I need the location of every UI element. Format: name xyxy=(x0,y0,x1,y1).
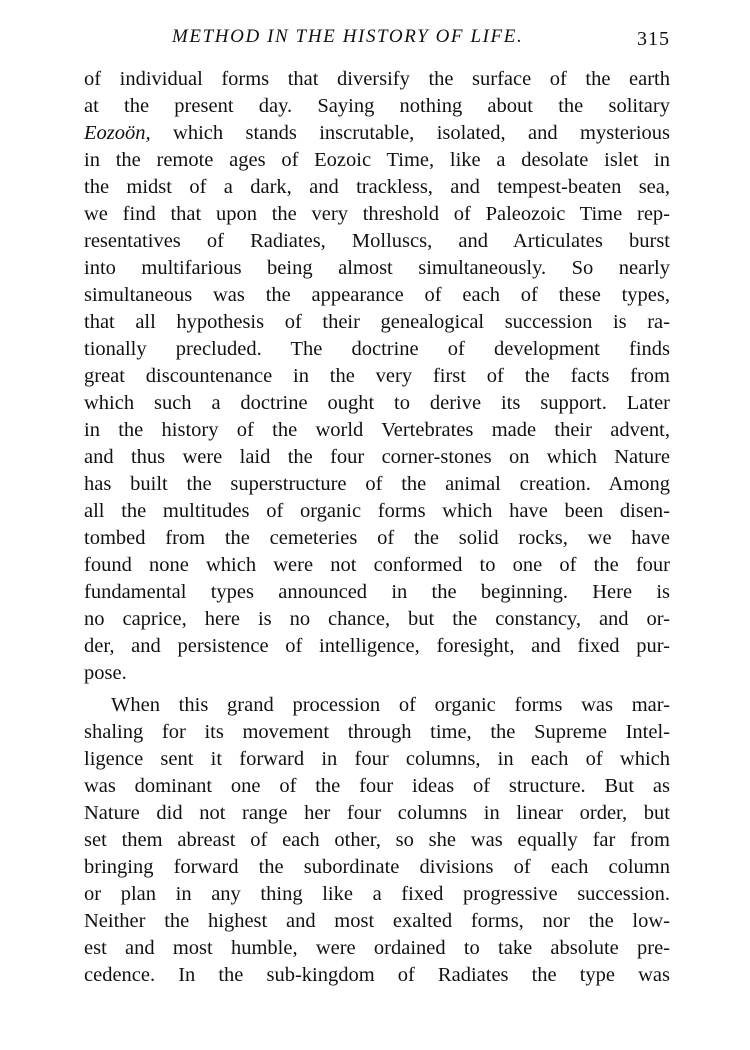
text-line: est and most humble, were ordained to take absolute pre- xyxy=(84,937,670,959)
text-line: tombed from the cemeteries of the solid rocks, we have xyxy=(84,527,670,549)
text-line: at the present day. Saying nothing about the solitary xyxy=(84,95,670,117)
text-line: in the history of the world Vertebrates made their advent, xyxy=(84,419,670,441)
text-line: Nature did not range her four columns in linear order, but xyxy=(84,802,670,824)
text-line: cedence. In the sub-kingdom of Radiates the type was xyxy=(84,964,670,986)
text-line: the midst of a dark, and trackless, and tempest-beaten sea, xyxy=(84,176,670,198)
book-page xyxy=(84,18,670,989)
text-line: simultaneous was the appearance of each of these types, xyxy=(84,284,670,306)
text-line: shaling for its movement through time, the Supreme Intel- xyxy=(84,721,670,743)
italic-term-eozoon: Eozoön, xyxy=(84,122,151,144)
text-line: ligence sent it forward in four columns, in each of which xyxy=(84,748,670,770)
text-line: found none which were not conformed to one of the four xyxy=(84,554,670,576)
text-line: or plan in any thing like a fixed progressive succession. xyxy=(84,883,670,905)
page-number: 315 xyxy=(637,28,670,50)
text-line: der, and persistence of intelligence, foresight, and fixed pur- xyxy=(84,635,670,657)
text-line xyxy=(84,120,670,147)
text-line-remainder: which stands inscrutable, isolated, and mysterious xyxy=(150,122,670,144)
text-line: pose. xyxy=(84,662,127,684)
text-line: great discountenance in the very first of the facts from xyxy=(84,365,670,387)
paragraph-1 xyxy=(84,66,670,687)
text-line: set them abreast of each other, so she was equally far from xyxy=(84,829,670,851)
text-line: was dominant one of the four ideas of structure. But as xyxy=(84,775,670,797)
text-line: all the multitudes of organic forms which have been disen- xyxy=(84,500,670,522)
text-line: When this grand procession of organic forms was mar- xyxy=(111,694,670,716)
paragraph-2 xyxy=(84,692,670,989)
running-header xyxy=(84,18,670,52)
text-line: of individual forms that diversify the surface of the earth xyxy=(84,68,670,90)
running-title: METHOD IN THE HISTORY OF LIFE. xyxy=(172,26,524,47)
text-line: has built the superstructure of the animal creation. Among xyxy=(84,473,670,495)
text-line: resentatives of Radiates, Molluscs, and Articulates burst xyxy=(84,230,670,252)
text-line: no caprice, here is no chance, but the constancy, and or- xyxy=(84,608,670,630)
text-line: which such a doctrine ought to derive its support. Later xyxy=(84,392,670,414)
text-line: in the remote ages of Eozoic Time, like a desolate islet in xyxy=(84,149,670,171)
text-line: fundamental types announced in the beginning. Here is xyxy=(84,581,670,603)
text-line: bringing forward the subordinate divisions of each column xyxy=(84,856,670,878)
text-line: Neither the highest and most exalted forms, nor the low- xyxy=(84,910,670,932)
text-line: and thus were laid the four corner-stones on which Nature xyxy=(84,446,670,468)
text-line: that all hypothesis of their genealogical succession is ra- xyxy=(84,311,670,333)
text-line: into multifarious being almost simultaneously. So nearly xyxy=(84,257,670,279)
text-line: tionally precluded. The doctrine of development finds xyxy=(84,338,670,360)
text-line: we find that upon the very threshold of Paleozoic Time rep- xyxy=(84,203,670,225)
